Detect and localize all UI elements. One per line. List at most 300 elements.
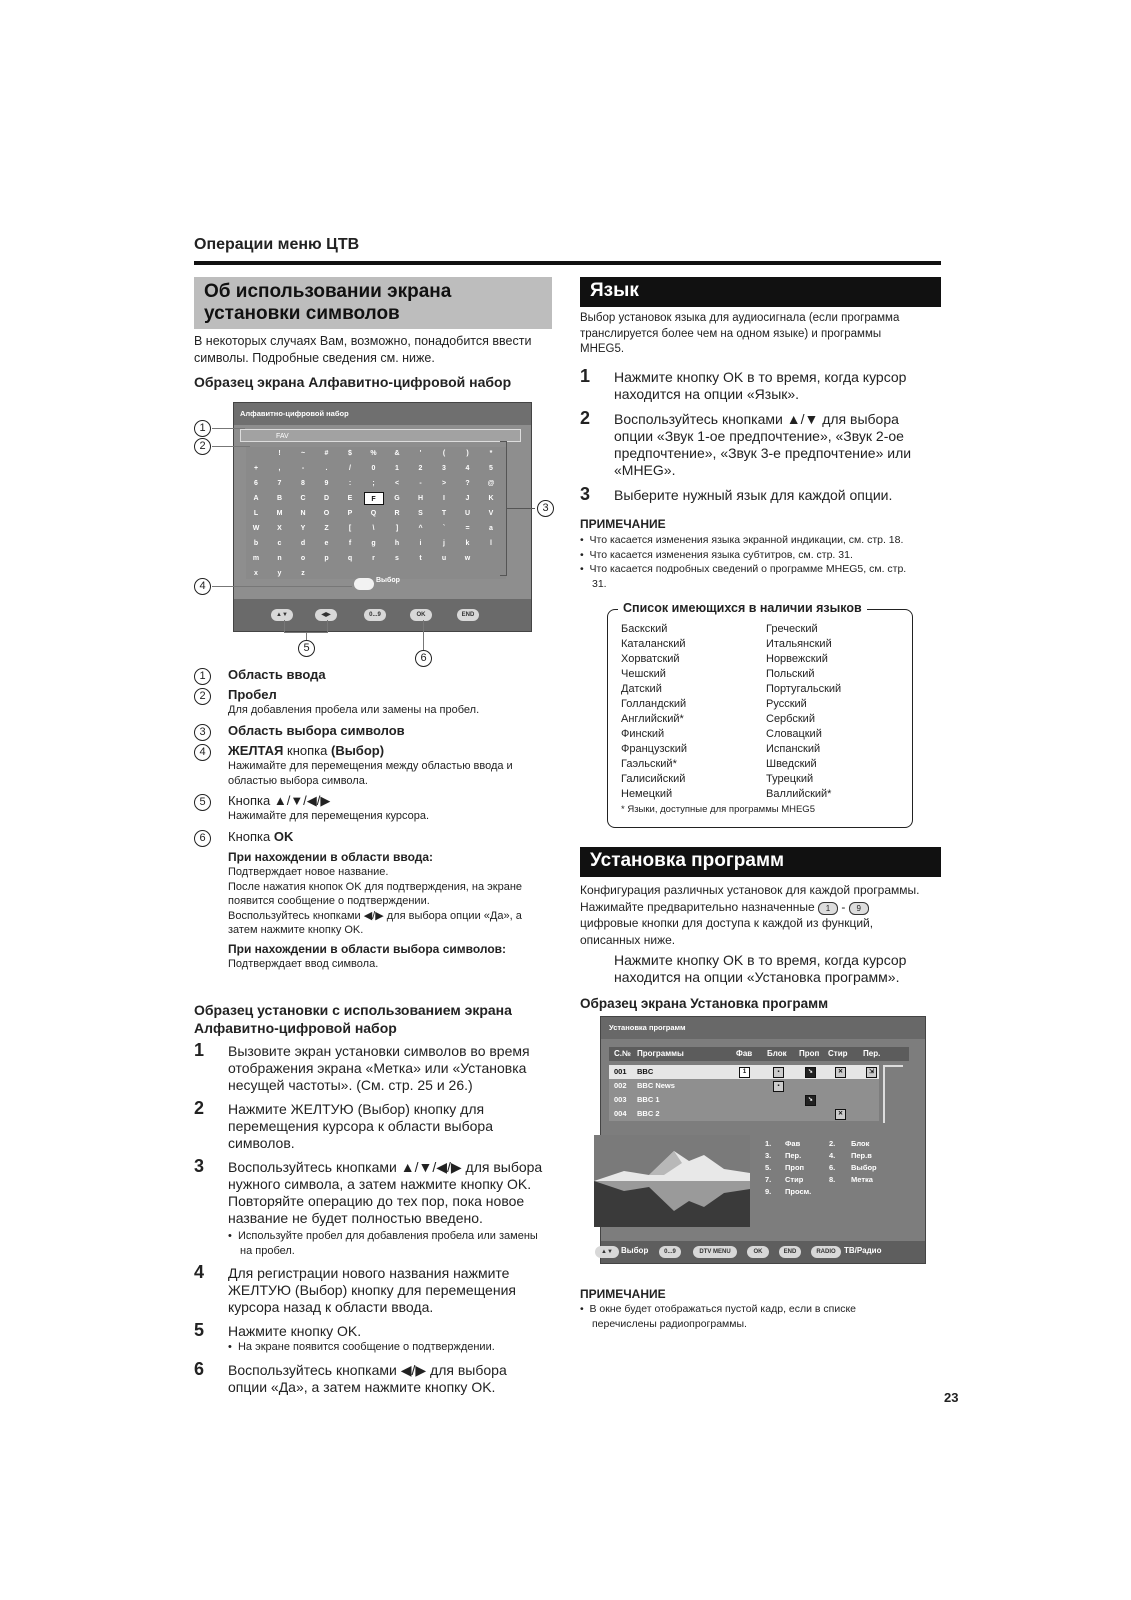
char-key[interactable]: 5 xyxy=(489,465,493,472)
char-key[interactable]: ( xyxy=(442,450,446,457)
char-key[interactable]: : xyxy=(348,480,352,487)
skip-icon: ➘ xyxy=(805,1095,816,1106)
step-1-line-3: несущей частоты». (См. стр. 25 и 26.) xyxy=(228,1077,473,1093)
char-key[interactable]: j xyxy=(443,540,445,547)
item-2-desc: Для добавления пробела или замены на пробел. xyxy=(228,704,480,716)
char-key[interactable]: C xyxy=(300,495,306,502)
legend-entry: Блок xyxy=(851,1139,870,1148)
char-key[interactable]: H xyxy=(417,495,424,502)
step-1-line-1: Вызовите экран установки символов во время xyxy=(228,1043,530,1059)
char-grid xyxy=(246,447,506,579)
language-item: Польский xyxy=(766,668,815,680)
lang-step-1-line-2: находится на опции «Язык». xyxy=(614,386,800,402)
prog-step-line-2: находится на опции «Установка программ». xyxy=(614,969,900,985)
char-key[interactable]: 6 xyxy=(254,480,258,487)
char-key[interactable]: 9 xyxy=(324,480,329,487)
row-1-name: BBC xyxy=(637,1067,654,1076)
lock-icon: ▪ xyxy=(773,1067,784,1078)
language-item: Валлийский* xyxy=(766,788,832,800)
char-key[interactable]: , xyxy=(278,465,281,472)
legend-entry: 8. xyxy=(829,1175,836,1184)
char-key[interactable]: L xyxy=(253,510,259,517)
prog-note-label: ПРИМЕЧАНИЕ xyxy=(580,1287,666,1301)
char-key[interactable]: y xyxy=(277,570,282,577)
step-4-line-3: курсора назад к области ввода. xyxy=(228,1299,434,1315)
callout-2: 2 xyxy=(194,438,211,455)
left-right-icon[interactable]: ◀▶ xyxy=(315,609,337,621)
char-key[interactable]: g xyxy=(371,540,376,547)
char-key[interactable]: ! xyxy=(278,450,281,457)
char-key[interactable]: 4 xyxy=(465,465,470,472)
char-key[interactable]: D xyxy=(323,495,330,502)
char-key[interactable]: a xyxy=(489,525,493,532)
prog-sample-heading: Образец экрана Установка программ xyxy=(580,996,829,1011)
char-key[interactable]: p xyxy=(324,555,329,562)
button-dtv-menu[interactable]: DTV MENU xyxy=(693,1246,737,1258)
char-key[interactable]: x xyxy=(254,570,258,577)
char-key[interactable]: h xyxy=(394,540,400,547)
table-row[interactable] xyxy=(609,1093,879,1107)
legend-entry: Фав xyxy=(785,1139,801,1148)
col-no: С.№ xyxy=(614,1049,631,1058)
callout-1: 1 xyxy=(194,420,211,437)
char-key[interactable]: k xyxy=(465,540,470,547)
row-2-name: BBC News xyxy=(637,1081,675,1090)
char-key[interactable]: . xyxy=(325,465,328,472)
table-row[interactable] xyxy=(609,1079,879,1093)
char-key[interactable]: # xyxy=(324,450,329,457)
legend-entry: Метка xyxy=(851,1175,873,1184)
program-setup-screen xyxy=(600,1016,926,1264)
char-key[interactable]: O xyxy=(323,510,330,517)
char-key[interactable]: F xyxy=(364,492,384,505)
col-skip: Проп xyxy=(799,1049,820,1058)
char-key[interactable]: > xyxy=(441,480,447,487)
char-key[interactable]: e xyxy=(324,540,329,547)
step-4-line-2: ЖЕЛТУЮ (Выбор) кнопку для перемещения xyxy=(228,1282,516,1298)
char-key[interactable]: P xyxy=(347,510,353,517)
lang-step-2-line-2: опции «Звук 1-ое предпочтение», «Звук 2-ое xyxy=(614,428,904,444)
leader-6 xyxy=(423,620,424,650)
screen2-title: Установка программ xyxy=(601,1017,925,1039)
legend-entry: Выбор xyxy=(851,1163,877,1172)
prog-intro-1: Конфигурация различных установок для каждой программы. xyxy=(580,883,920,897)
col-delete: Стир xyxy=(828,1049,848,1058)
item-6-line-5: затем нажмите кнопку OK. xyxy=(228,924,364,936)
language-item: Словацкий xyxy=(766,728,822,740)
char-key[interactable]: * xyxy=(489,450,493,457)
yellow-label: Выбор xyxy=(376,577,400,584)
item-6-title-bold: OK xyxy=(273,829,294,844)
item-5-num: 5 xyxy=(194,794,211,811)
bar-tv-radio-label: ТВ/Радио xyxy=(844,1246,882,1255)
prog-intro-4: описанных ниже. xyxy=(580,932,676,947)
step-1-num: 1 xyxy=(194,1040,205,1060)
step-3-line-2: нужного символа, а затем нажмите кнопку OK. xyxy=(228,1176,532,1192)
leader-2 xyxy=(212,446,250,447)
lang-step-2-line-1: Воспользуйтесь кнопками ▲/▼ для выбора xyxy=(614,411,899,427)
step-6-num: 6 xyxy=(194,1359,205,1379)
step-3-line-3: Повторяйте операцию до тех пор, пока новое xyxy=(228,1193,525,1209)
sample-heading: Образец экрана Алфавитно-цифровой набор xyxy=(194,374,512,390)
leader-1 xyxy=(212,428,245,429)
language-item: Датский xyxy=(621,683,662,695)
col-fav: Фав xyxy=(736,1049,753,1058)
legend-entry: Пер.в xyxy=(851,1151,872,1160)
char-key[interactable]: t xyxy=(419,555,422,562)
step-4-num: 4 xyxy=(194,1262,205,1282)
language-footnote: * Языки, доступные для программы MHEG5 xyxy=(621,804,815,815)
language-item: Испанский xyxy=(766,743,821,755)
char-key[interactable]: M xyxy=(276,510,283,517)
bracket-3-top xyxy=(500,441,507,442)
prog-intro xyxy=(580,882,919,948)
item-4-title-mid: кнопка xyxy=(283,743,331,758)
char-key[interactable]: w xyxy=(464,555,471,562)
language-item: Гаэльский* xyxy=(621,758,677,770)
input-area[interactable]: FAV xyxy=(240,429,521,442)
char-key[interactable]: / xyxy=(349,465,351,472)
char-key[interactable]: ^ xyxy=(418,525,423,532)
prog-note-1: В окне будет отображаться пустой кадр, если в списке xyxy=(589,1303,856,1315)
language-col-1 xyxy=(621,622,687,802)
legend-entry: Просм. xyxy=(785,1187,812,1196)
prog-note-2: перечислены радиопрограммы. xyxy=(592,1317,747,1330)
screen-button-bar xyxy=(234,599,531,631)
language-item: Шведский xyxy=(766,758,817,770)
step-5-bullet-1: На экране появится сообщение о подтверждении. xyxy=(237,1341,495,1353)
item-2-num: 2 xyxy=(194,688,211,705)
step-5-line-1: Нажмите кнопку OK. xyxy=(228,1323,362,1339)
char-key[interactable] xyxy=(246,447,266,460)
char-key[interactable]: Y xyxy=(300,525,306,532)
step-5-num: 5 xyxy=(194,1320,205,1340)
bracket-3-bottom xyxy=(500,575,507,576)
intro-line-2: символы. Подробные сведения см. ниже. xyxy=(194,351,435,365)
example-heading-1: Образец установки с использованием экрана xyxy=(194,1002,512,1018)
item-6-sub-1: При нахождении в области ввода: xyxy=(228,850,434,864)
char-key[interactable]: X xyxy=(277,525,282,532)
row-1-no: 001 xyxy=(614,1067,627,1076)
button-ok[interactable]: OK xyxy=(747,1246,769,1258)
char-key[interactable]: z xyxy=(301,570,305,577)
char-key[interactable]: 3 xyxy=(442,465,446,472)
lang-step-3-line-1: Выберите нужный язык для каждой опции. xyxy=(614,487,893,503)
language-col-2 xyxy=(766,622,841,802)
step-2-num: 2 xyxy=(194,1098,205,1118)
lang-step-2-num: 2 xyxy=(580,408,591,428)
char-key[interactable]: - xyxy=(301,465,305,472)
step-3-bullet-2: на пробел. xyxy=(240,1244,295,1257)
char-key[interactable]: @ xyxy=(487,480,495,487)
char-key[interactable]: W xyxy=(252,525,260,532)
lang-note-4: 31. xyxy=(592,577,607,590)
delete-icon: ✕ xyxy=(835,1067,846,1078)
char-key[interactable]: ; xyxy=(372,480,375,487)
legend-entry: 4. xyxy=(829,1151,836,1160)
skip-icon: ➘ xyxy=(805,1067,816,1078)
button-end[interactable]: END xyxy=(779,1246,801,1258)
char-key[interactable]: ) xyxy=(466,450,469,457)
item-1-title: Область ввода xyxy=(228,667,326,682)
language-list-title: Список имеющихся в наличии языков xyxy=(618,601,867,615)
row-4-no: 004 xyxy=(614,1109,627,1118)
language-item: Голландский xyxy=(621,698,687,710)
intro-text xyxy=(194,333,531,367)
lang-notes: • Что касается изменения языка экранной индикации, см. стр. 18. • Что касается изменения языка субтитров, см. стр. 31. • Что касается подробных сведений о программе MHEG5, см. стр. 31. xyxy=(580,534,907,590)
item-3-num: 3 xyxy=(194,724,211,741)
lang-note-3: Что касается подробных сведений о программе MHEG5, см. стр. xyxy=(589,563,907,575)
button-end[interactable]: END xyxy=(457,609,479,621)
lang-step-1-line-1: Нажмите кнопку OK в то время, когда курсор xyxy=(614,369,907,385)
lang-step-2-line-4: «MHEG». xyxy=(614,462,676,478)
item-4-title-bold2: (Выбор) xyxy=(330,743,385,758)
language-item: Турецкий xyxy=(766,773,814,785)
language-item: Сербский xyxy=(766,713,815,725)
char-key[interactable]: 7 xyxy=(277,480,282,487)
char-key[interactable]: S xyxy=(418,510,423,517)
page-number: 23 xyxy=(944,1390,959,1405)
item-5-desc: Нажимайте для перемещения курсора. xyxy=(228,810,430,822)
item-6-num: 6 xyxy=(194,830,211,847)
leader-5 xyxy=(306,632,307,640)
row-3-no: 003 xyxy=(614,1095,627,1104)
legend-entry: 6. xyxy=(829,1163,836,1172)
lang-note-2: Что касается изменения языка субтитров, см. стр. 31. xyxy=(589,548,853,561)
table-row[interactable] xyxy=(609,1107,879,1121)
char-key[interactable]: J xyxy=(465,495,470,502)
header-rule xyxy=(194,261,941,265)
step-6-line-1: Воспользуйтесь кнопками ◀/▶ для выбора xyxy=(228,1362,507,1378)
char-key[interactable]: - xyxy=(419,480,422,487)
button-0-9[interactable]: 0...9 xyxy=(659,1246,681,1258)
char-key[interactable]: b xyxy=(253,540,259,547)
step-6-line-2: опции «Да», а затем нажмите кнопку OK. xyxy=(228,1379,496,1395)
item-6-line-4: Воспользуйтесь кнопками ◀/▶ для выбора опции «Да», а xyxy=(228,909,522,922)
col-move: Пер. xyxy=(863,1049,881,1058)
step-1-line-2: отображения экрана «Метка» или «Установка xyxy=(228,1060,527,1076)
language-list-box xyxy=(607,601,913,828)
yellow-button-icon[interactable] xyxy=(354,578,374,590)
char-key[interactable]: r xyxy=(372,555,375,562)
item-6-sub-2: При нахождении в области выбора символов: xyxy=(228,941,507,956)
intro-line-1: В некоторых случаях Вам, возможно, понадобится ввести xyxy=(194,334,532,348)
callout-6: 6 xyxy=(415,650,432,667)
lang-intro xyxy=(580,311,899,358)
item-4-title-bold: ЖЕЛТАЯ xyxy=(228,743,284,758)
section-title-line-2: установки символов xyxy=(204,303,400,324)
item-6-line-3: появится сообщение о подтверждении. xyxy=(228,895,430,907)
up-down-icon[interactable]: ▲▼ xyxy=(271,609,293,621)
screen-title: Алфавитно-цифровой набор xyxy=(234,403,531,425)
char-key[interactable]: 8 xyxy=(301,480,305,487)
char-key[interactable]: T xyxy=(441,510,447,517)
item-6-line-1: Подтверждает новое название. xyxy=(228,866,389,878)
legend-entry: Стир xyxy=(785,1175,804,1184)
char-key[interactable]: 1 xyxy=(395,465,399,472)
legend-entry: Проп xyxy=(785,1163,805,1172)
char-key[interactable]: \ xyxy=(372,525,375,532)
legend-entry: 2. xyxy=(829,1139,836,1148)
item-4-desc-1: Нажимайте для перемещения между областью ввода и xyxy=(228,760,513,772)
lang-note-1: Что касается изменения языка экранной индикации, см. стр. 18. xyxy=(589,534,904,546)
preview-image xyxy=(594,1135,750,1227)
char-key[interactable]: $ xyxy=(348,450,352,457)
item-1-num: 1 xyxy=(194,668,211,685)
language-item: Чешский xyxy=(621,668,666,680)
char-key[interactable]: 2 xyxy=(418,465,423,472)
lang-intro-3: MHEG5. xyxy=(580,343,625,355)
char-key[interactable]: E xyxy=(347,495,353,502)
button-ok[interactable]: OK xyxy=(410,609,432,621)
language-item: Итальянский xyxy=(766,638,832,650)
prog-intro-2: Нажимайте предварительно назначенные xyxy=(580,899,815,914)
char-key[interactable]: ] xyxy=(395,525,399,532)
alphanumeric-screen xyxy=(233,402,532,632)
button-0-9[interactable]: 0...9 xyxy=(364,609,386,621)
row-2-no: 002 xyxy=(614,1081,627,1090)
item-6-line-2: После нажатия кнопок OK для подтверждения, на экране xyxy=(228,880,523,893)
char-key[interactable]: I xyxy=(443,495,445,502)
char-key[interactable]: 0 xyxy=(371,465,376,472)
language-item: Немецкий xyxy=(621,788,673,800)
step-3-line-1: Воспользуйтесь кнопками ▲/▼/◀/▶ для выбора xyxy=(228,1159,543,1175)
prog-step-line-1: Нажмите кнопку OK в то время, когда курсор xyxy=(614,952,907,968)
legend-entry: 5. xyxy=(765,1163,772,1172)
char-key[interactable]: ~ xyxy=(300,450,306,457)
up-down-icon[interactable]: ▲▼ xyxy=(595,1246,619,1258)
char-key[interactable]: R xyxy=(394,510,400,517)
button-radio[interactable]: RADIO xyxy=(811,1246,841,1258)
row-3-name: BBC 1 xyxy=(637,1095,660,1104)
char-key[interactable]: l xyxy=(490,540,492,547)
char-key[interactable]: d xyxy=(300,540,306,547)
callout-3: 3 xyxy=(537,500,554,517)
item-3-title: Область выбора символов xyxy=(228,723,405,738)
item-6-line-6: Подтверждает ввод символа. xyxy=(228,957,379,970)
prog-key-dash: - xyxy=(841,899,846,914)
char-key[interactable]: % xyxy=(370,450,377,457)
col-programs: Программы xyxy=(637,1049,684,1058)
step-4-line-1: Для регистрации нового названия нажмите xyxy=(228,1265,510,1281)
leader-3 xyxy=(507,508,535,509)
lang-step-1-num: 1 xyxy=(580,366,591,386)
char-key[interactable]: B xyxy=(276,495,283,502)
char-key[interactable]: ' xyxy=(419,450,422,457)
char-key[interactable]: N xyxy=(300,510,306,517)
char-key[interactable]: n xyxy=(277,555,282,562)
col-lock: Блок xyxy=(767,1049,787,1058)
char-key[interactable]: o xyxy=(300,555,306,562)
delete-icon: ✕ xyxy=(835,1109,846,1120)
prog-intro-3: цифровые кнопки для доступа к каждой из функций, xyxy=(580,916,874,930)
legend-entry: 9. xyxy=(765,1187,772,1196)
program-table-header xyxy=(609,1047,909,1061)
char-key[interactable]: m xyxy=(252,555,260,562)
lang-intro-2: транслируется более чем на одном языке) и программы xyxy=(580,327,882,340)
callout-5: 5 xyxy=(298,640,315,657)
lang-step-2-line-3: предпочтение», «Звук 3-е предпочтение» или xyxy=(614,445,912,461)
char-key[interactable]: + xyxy=(253,465,259,472)
language-item: Каталанский xyxy=(621,638,686,650)
char-key[interactable]: c xyxy=(277,540,282,547)
char-key[interactable]: u xyxy=(441,555,447,562)
leader-4 xyxy=(212,586,352,587)
char-key[interactable]: G xyxy=(394,495,400,502)
language-item: Португальский xyxy=(766,683,842,695)
char-key[interactable]: & xyxy=(394,450,400,457)
char-key[interactable]: K xyxy=(488,495,494,502)
char-key[interactable]: ` xyxy=(442,525,446,532)
language-item: Русский xyxy=(766,698,807,710)
language-item: Греческий xyxy=(766,623,818,635)
table-row[interactable] xyxy=(609,1065,879,1079)
prog-notes: • В окне будет отображаться пустой кадр, если в списке перечислены радиопрограммы. xyxy=(580,1303,856,1330)
item-2-title: Пробел xyxy=(228,687,277,702)
item-4-desc-2: областью выбора символа. xyxy=(228,774,368,787)
step-2-line-3: символов. xyxy=(228,1135,295,1151)
step-2-line-2: перемещения курсора к области выбора xyxy=(228,1118,493,1134)
number-key-1-icon: 1 xyxy=(818,902,838,915)
legend-entry: 3. xyxy=(765,1151,772,1160)
language-item: Норвежский xyxy=(766,653,828,665)
language-item: Французский xyxy=(621,743,687,755)
fav-number-icon: 1 xyxy=(739,1067,750,1078)
section-title-line-1: Об использовании экрана xyxy=(204,281,452,302)
char-key[interactable]: V xyxy=(488,510,494,517)
legend-entry: 1. xyxy=(765,1139,772,1148)
char-key[interactable]: f xyxy=(348,540,352,547)
step-2-line-1: Нажмите ЖЕЛТУЮ (Выбор) кнопку для xyxy=(228,1101,485,1117)
char-key[interactable]: Z xyxy=(324,525,329,532)
language-item: Финский xyxy=(621,728,665,740)
scrollbar[interactable] xyxy=(883,1065,903,1123)
callout-4: 4 xyxy=(194,578,211,595)
language-item: Баскский xyxy=(621,623,668,635)
char-key[interactable]: A xyxy=(253,495,259,502)
page-header-title: Операции меню ЦТВ xyxy=(194,236,360,253)
row-4-name: BBC 2 xyxy=(637,1109,660,1118)
step-3-line-4: название не будет полностью введено. xyxy=(228,1210,483,1226)
number-key-9-icon: 9 xyxy=(849,902,869,915)
language-item: Английский* xyxy=(621,713,684,725)
step-3-bullet-1: Используйте пробел для добавления пробела или замены xyxy=(237,1230,538,1242)
item-4-num: 4 xyxy=(194,744,211,761)
char-key[interactable]: s xyxy=(395,555,399,562)
screen2-button-bar xyxy=(601,1241,925,1263)
example-heading-2: Алфавитно-цифровой набор xyxy=(194,1020,397,1036)
section-title-symbols xyxy=(194,277,552,329)
lang-intro-1: Выбор установок языка для аудиосигнала (если программа xyxy=(580,312,900,324)
char-key[interactable]: U xyxy=(464,510,471,517)
move-icon: ⇲ xyxy=(866,1067,877,1078)
char-key[interactable]: Q xyxy=(370,510,377,517)
char-key[interactable]: i xyxy=(419,540,422,547)
lang-note-label: ПРИМЕЧАНИЕ xyxy=(580,517,666,531)
lang-step-3-num: 3 xyxy=(580,484,591,504)
char-key[interactable]: ? xyxy=(465,480,470,487)
lock-icon: ▪ xyxy=(773,1081,784,1092)
char-key[interactable]: [ xyxy=(348,525,352,532)
char-key[interactable]: < xyxy=(394,480,400,487)
section-title-program-setup: Установка программ xyxy=(580,847,941,877)
prog-step xyxy=(614,952,906,986)
section-title-language: Язык xyxy=(580,277,941,307)
language-item: Галисийский xyxy=(621,773,686,785)
language-item: Хорватский xyxy=(621,653,680,665)
char-key[interactable]: = xyxy=(465,525,470,532)
char-key[interactable]: q xyxy=(347,555,353,562)
